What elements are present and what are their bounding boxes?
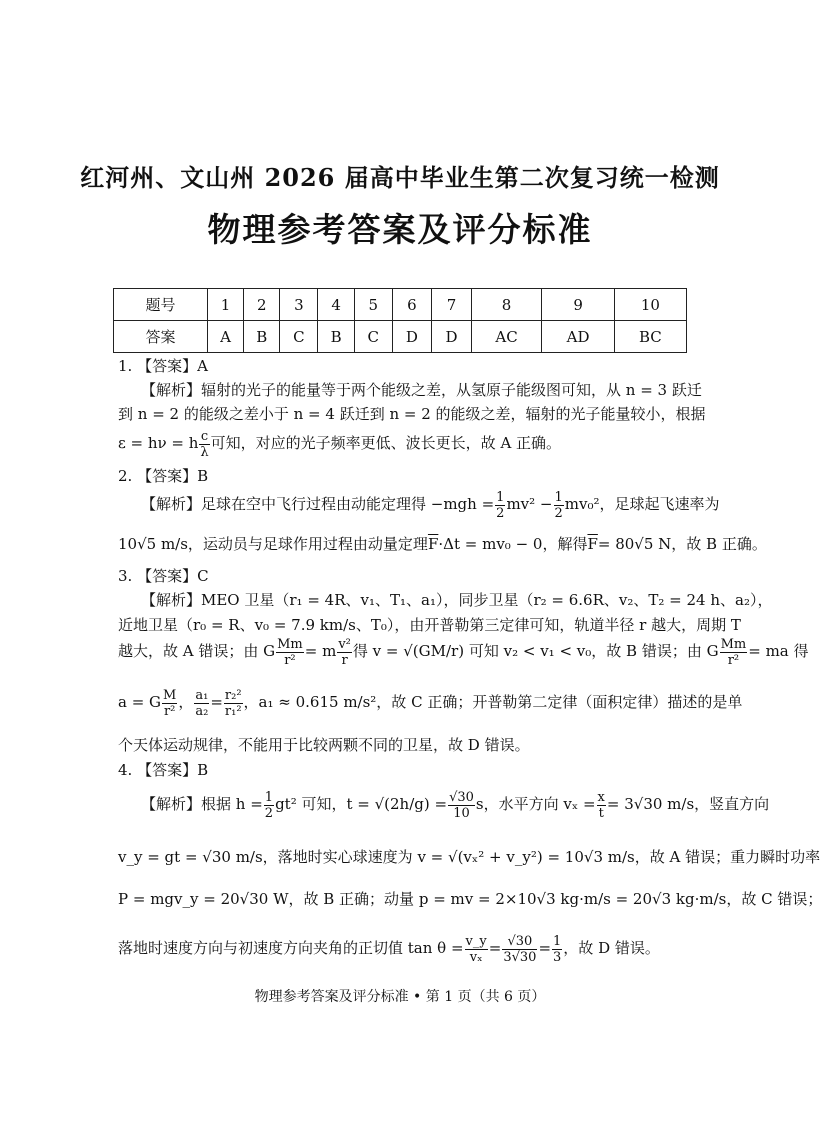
document-title: 红河州、文山州 2026 届高中毕业生第二次复习统一检测 bbox=[80, 163, 720, 192]
answer-cell: D bbox=[432, 321, 472, 353]
fraction bbox=[720, 637, 748, 668]
denominator: r₁² bbox=[224, 703, 242, 719]
denominator: 2 bbox=[554, 505, 563, 521]
numerator: 1 bbox=[264, 789, 274, 805]
q3-text: = ma 得 bbox=[748, 642, 809, 660]
denominator: 3 bbox=[553, 949, 562, 965]
q2-text: 【解析】足球在空中飞行过程由动能定理得 −mgh = bbox=[141, 495, 495, 513]
answer-cell: C bbox=[280, 321, 318, 353]
denominator: a₂ bbox=[195, 703, 209, 719]
fraction bbox=[597, 790, 606, 821]
q3-text: 越大，故 A 错误；由 G bbox=[118, 642, 276, 660]
fraction bbox=[465, 934, 488, 965]
table-header-cell: 答案 bbox=[114, 321, 208, 353]
q3-analysis-line: 个天体运动规律，不能用于比较两颗不同的卫星，故 D 错误。 bbox=[118, 736, 530, 754]
question-number-cell: 8 bbox=[471, 289, 542, 321]
answer-cell: B bbox=[318, 321, 354, 353]
answer-cell: A bbox=[208, 321, 244, 353]
q4-analysis-line: P = mgv_y = 20√30 W，故 B 正确；动量 p = mv = 2×10√3 kg·m/s = 20√3 kg·m/s，故 C 错误； bbox=[118, 890, 822, 908]
denominator: 10 bbox=[453, 805, 470, 821]
denominator: λ bbox=[200, 444, 209, 460]
fraction bbox=[162, 688, 177, 719]
denominator: t bbox=[598, 805, 604, 821]
question-number-cell: 1 bbox=[208, 289, 244, 321]
question-number-cell: 3 bbox=[280, 289, 318, 321]
question-number-cell: 2 bbox=[244, 289, 280, 321]
q4-text: 【解析】根据 h = bbox=[141, 795, 263, 813]
answer-cell: AD bbox=[542, 321, 614, 353]
denominator: vₓ bbox=[469, 949, 483, 965]
q2-analysis-line bbox=[118, 533, 767, 555]
fraction bbox=[502, 934, 537, 965]
q4-analysis-line bbox=[141, 786, 770, 822]
q4-text: s，水平方向 vₓ = bbox=[475, 795, 596, 813]
q3-text: = m bbox=[304, 642, 337, 660]
numerator: 1 bbox=[553, 933, 562, 949]
answer-cell: B bbox=[244, 321, 280, 353]
fraction bbox=[554, 490, 564, 521]
numerator: √30 bbox=[502, 934, 537, 950]
fraction bbox=[199, 429, 209, 460]
answer-cell: D bbox=[392, 321, 432, 353]
document-subtitle: 物理参考答案及评分标准 bbox=[207, 210, 593, 249]
q3-analysis-line: 【解析】MEO 卫星（r₁ = 4R、v₁、T₁、a₁），同步卫星（r₂ = 6.6R、v₂、T₂ = 24 h、a₂）， bbox=[141, 591, 773, 609]
numerator: Mm bbox=[277, 636, 303, 652]
q4-answer: 4. 【答案】B bbox=[118, 761, 209, 779]
q1-analysis-line: 到 n = 2 的能级之差小于 n = 4 跃迁到 n = 2 的能级之差，辐射的光子能量较小，根据 bbox=[118, 405, 706, 423]
q3-text: ，a₁ ≈ 0.615 m/s²，故 C 正确；开普勒第二定律（面积定律）描述的是单 bbox=[243, 693, 743, 711]
numerator: c bbox=[200, 428, 209, 444]
q2-text: mv₀²，足球起飞速率为 bbox=[564, 495, 720, 513]
q4-analysis-line: v_y = gt = √30 m/s，落地时实心球速度为 v = √(vₓ² + v_y²) = 10√3 m/s，故 A 错误；重力瞬时功率 bbox=[118, 848, 821, 866]
fraction bbox=[448, 790, 475, 821]
numerator: v² bbox=[338, 636, 351, 652]
numerator: √30 bbox=[449, 789, 474, 805]
table-header-cell: 题号 bbox=[114, 289, 208, 321]
q1-answer: 1. 【答案】A bbox=[118, 357, 208, 375]
q2-analysis-line bbox=[141, 488, 720, 521]
fraction bbox=[264, 790, 274, 821]
q3-text: a = G bbox=[118, 693, 162, 711]
average-force: $\overline{F}$ bbox=[427, 535, 439, 553]
q4-text: ，故 D 错误。 bbox=[563, 939, 660, 957]
q2-text: mv² − bbox=[506, 495, 553, 513]
question-number-cell: 9 bbox=[542, 289, 614, 321]
numerator: 1 bbox=[554, 489, 563, 505]
q3-analysis-line: 近地卫星（r₀ = R、v₀ = 7.9 km/s、T₀），由开普勒第三定律可知，轨道半径 r 越大，周期 T bbox=[118, 616, 741, 634]
table-row-question-numbers bbox=[114, 289, 687, 321]
question-number-cell: 7 bbox=[432, 289, 472, 321]
q3-analysis-line bbox=[118, 634, 809, 668]
q3-analysis-line: a = G $\frac{M}{\text{r²}}$ ， $\frac{\text{a₁}}{\text{a₂}}$ = $\frac{\text{r₂²}}{\text{r₁²}}$ ，a₁ ≈ 0.615 m/s²，故 C 正确；开普勒第二定律（面积定律）描述的是单 bbox=[118, 687, 743, 719]
q4-text: = 3√30 m/s，竖直方向 bbox=[606, 795, 770, 813]
numerator: v_y bbox=[465, 933, 487, 949]
q3-answer: 3. 【答案】C bbox=[118, 567, 209, 585]
answer-table bbox=[113, 288, 687, 353]
q4-analysis-line: 落地时速度方向与初速度方向夹角的正切值 tan θ = $\frac{v\_y}{\text{vₓ}}$ = $\frac{√30}{3√30}$ = $\frac{1}{3}$ ，故 D 错误。 bbox=[118, 933, 660, 965]
fraction bbox=[224, 688, 243, 719]
q1-conclusion: 可知，对应的光子频率更低、波长更长，故 A 正确。 bbox=[210, 434, 562, 452]
page-footer: 物理参考答案及评分标准 • 第 1 页（共 6 页） bbox=[254, 989, 546, 1005]
q3-text: 得 v = √(GM/r) 可知 v₂ < v₁ < v₀，故 B 错误；由 G bbox=[352, 642, 719, 660]
question-number-cell: 5 bbox=[354, 289, 392, 321]
q2-text: ·Δt = mv₀ − 0，解得 bbox=[438, 535, 588, 553]
numerator: 1 bbox=[496, 489, 505, 505]
numerator: x bbox=[597, 789, 605, 805]
q1-formula-lhs: ε = hν = h bbox=[118, 434, 199, 452]
denominator: r² bbox=[284, 652, 296, 668]
numerator: a₁ bbox=[195, 687, 209, 703]
q2-text: = 80√5 N，故 B 正确。 bbox=[597, 535, 767, 553]
denominator: 2 bbox=[264, 805, 274, 821]
table-row-answers bbox=[114, 321, 687, 353]
q1-analysis-line: 【解析】辐射的光子的能量等于两个能级之差，从氢原子能级图可知，从 n = 3 跃迁 bbox=[141, 381, 702, 399]
answer-cell: C bbox=[354, 321, 392, 353]
fraction bbox=[194, 688, 209, 719]
q2-answer: 2. 【答案】B bbox=[118, 467, 209, 485]
fraction bbox=[495, 490, 505, 521]
denominator: 3√30 bbox=[503, 949, 537, 965]
fraction bbox=[276, 637, 304, 668]
numerator: r₂² bbox=[224, 687, 242, 703]
q4-text: 落地时速度方向与初速度方向夹角的正切值 tan θ = bbox=[118, 939, 464, 957]
q4-text: gt² 可知，t = √(2h/g) = bbox=[275, 795, 448, 813]
question-number-cell: 6 bbox=[392, 289, 432, 321]
fraction bbox=[337, 637, 352, 668]
fraction bbox=[552, 934, 562, 965]
denominator: r² bbox=[727, 652, 740, 668]
denominator: r² bbox=[163, 703, 176, 719]
answer-cell: AC bbox=[471, 321, 542, 353]
numerator: Mm bbox=[720, 636, 747, 652]
answer-cell: BC bbox=[614, 321, 686, 353]
numerator: M bbox=[163, 687, 177, 703]
average-force: $\overline{F}$ bbox=[587, 535, 598, 553]
q2-text: 10√5 m/s，运动员与足球作用过程由动量定理 bbox=[118, 535, 428, 553]
q1-analysis-line bbox=[118, 428, 690, 460]
denominator: 2 bbox=[496, 505, 505, 521]
question-number-cell: 10 bbox=[614, 289, 686, 321]
denominator: r bbox=[341, 652, 348, 668]
question-number-cell: 4 bbox=[318, 289, 354, 321]
